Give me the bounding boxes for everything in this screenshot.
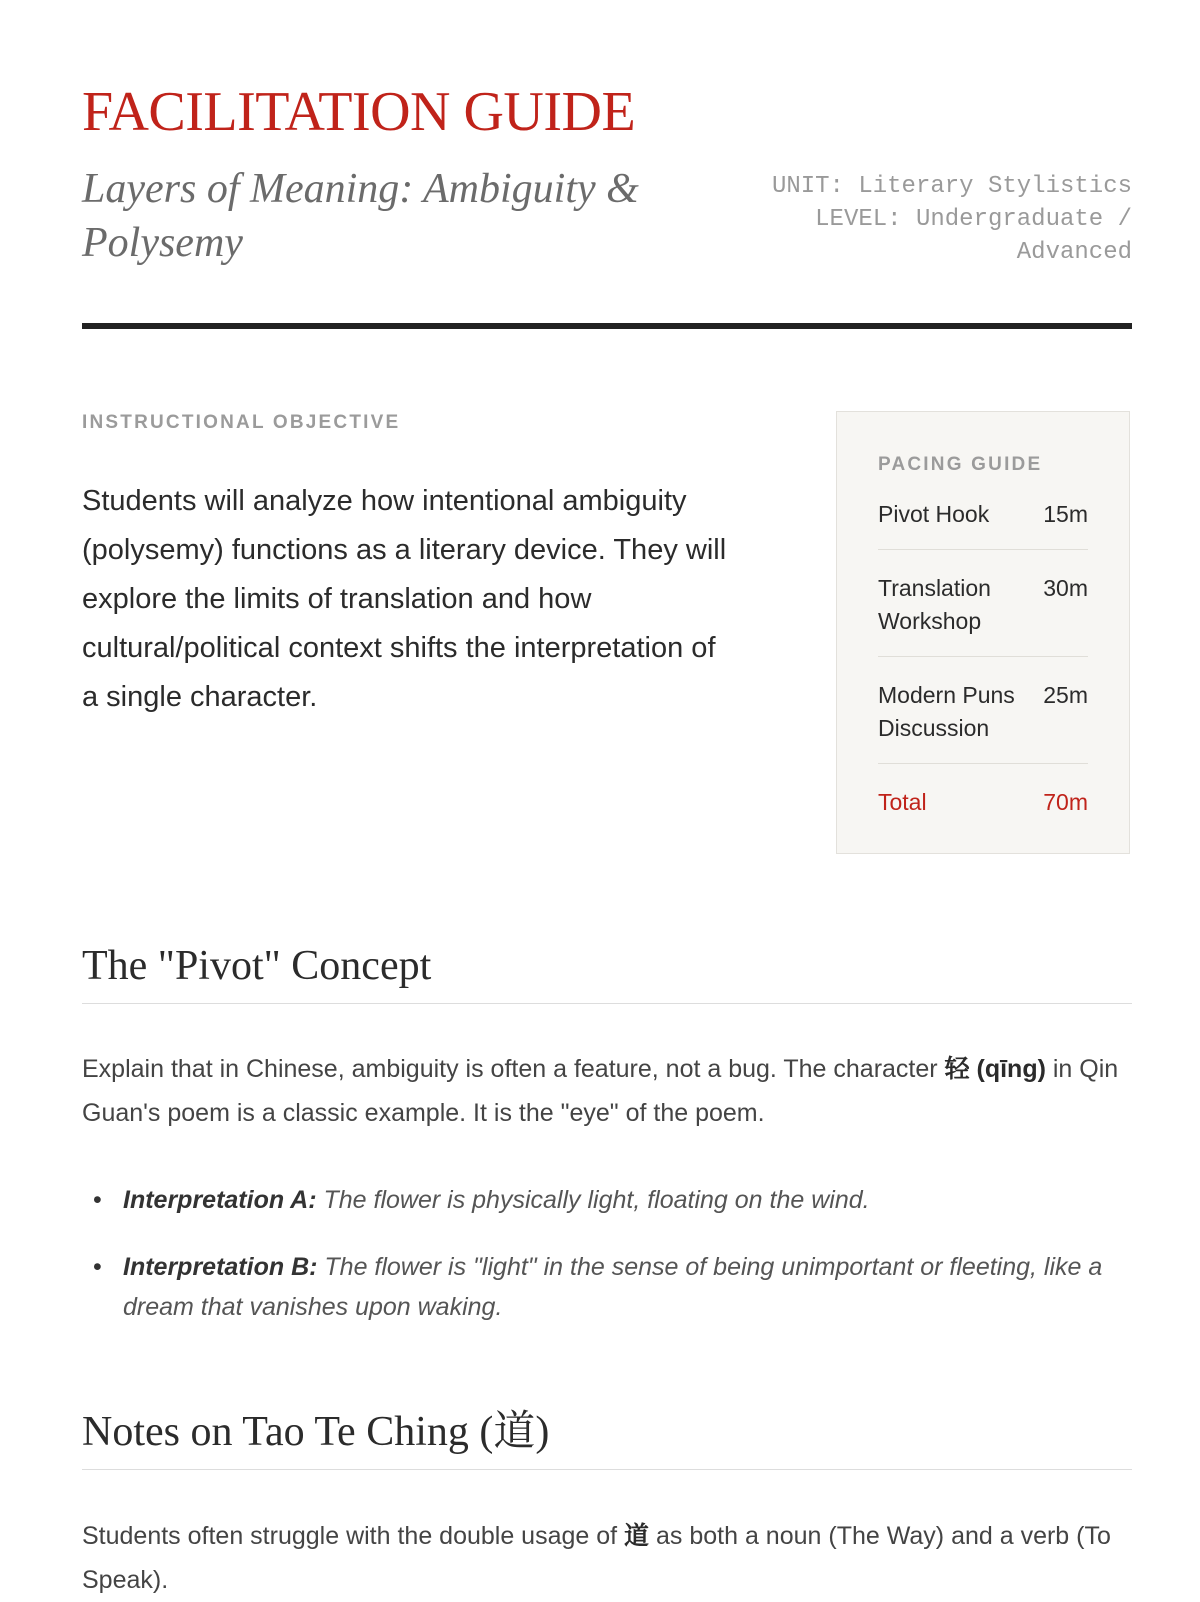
- interpretation-label: Interpretation B:: [123, 1253, 318, 1281]
- interpretation-text: The flower is "light" in the sense of being unimportant or fleeting, like a dream that vanishes upon waking.: [123, 1253, 1103, 1321]
- pacing-total-label: Total: [878, 789, 927, 815]
- tao-text-after: as both a noun (The Way) and a verb (To Speak).: [82, 1522, 1111, 1594]
- document-title: FACILITATION GUIDE: [82, 81, 636, 143]
- pacing-guide-card: [836, 411, 1130, 854]
- tao-term: 道: [624, 1522, 650, 1550]
- pacing-duration: 15m: [1043, 501, 1088, 527]
- interpretation-label: Interpretation A:: [123, 1186, 317, 1214]
- pacing-activity: Translation Workshop: [878, 575, 991, 634]
- interpretation-list: [82, 1180, 1132, 1354]
- pivot-concept-text: [82, 1047, 1132, 1135]
- pivot-intro-before: Explain that in Chinese, ambiguity is often a feature, not a bug. The character: [82, 1055, 945, 1083]
- objective-text: Students will analyze how intentional ambiguity (polysemy) functions as a literary device. They will explore the limits of translation and how cultural/political context shifts the interpretation of a single character.: [82, 485, 727, 713]
- pivot-intro-after: in Qin Guan's poem is a classic example. It is the "eye" of the poem.: [82, 1055, 1119, 1127]
- pacing-row: [878, 498, 1088, 550]
- level-label: LEVEL: Undergraduate / Advanced: [815, 206, 1132, 266]
- pacing-row: [878, 679, 1088, 764]
- pivot-concept-heading: The "Pivot" Concept: [82, 943, 1132, 1004]
- unit-meta: [752, 170, 1132, 269]
- pacing-row: [878, 572, 1088, 657]
- interpretation-text: The flower is physically light, floating on the wind.: [316, 1186, 870, 1214]
- pacing-activity: Pivot Hook: [878, 501, 990, 527]
- list-item: [93, 1180, 1132, 1220]
- tao-te-ching-text: [82, 1514, 1132, 1602]
- facilitation-guide-page: [82, 0, 1132, 1600]
- bullet-icon: •: [93, 1253, 102, 1281]
- pacing-total-row: [878, 786, 1088, 837]
- unit-label: UNIT: Literary Stylistics: [771, 173, 1132, 200]
- pacing-total-value: 70m: [1043, 789, 1088, 815]
- objective-label: INSTRUCTIONAL OBJECTIVE: [82, 412, 401, 433]
- pacing-duration: 25m: [1043, 682, 1088, 708]
- bullet-icon: •: [93, 1186, 102, 1214]
- header-divider: [82, 323, 1132, 329]
- pivot-term: 轻 (qīng): [944, 1055, 1046, 1083]
- pacing-duration: 30m: [1043, 575, 1088, 601]
- document-subtitle: Layers of Meaning: Ambiguity & Polysemy: [82, 166, 639, 266]
- list-item: [93, 1247, 1132, 1327]
- pacing-guide-title: PACING GUIDE: [878, 454, 1043, 475]
- tao-text-before: Students often struggle with the double usage of: [82, 1522, 625, 1550]
- tao-te-ching-heading: Notes on Tao Te Ching (道): [82, 1409, 1132, 1470]
- pacing-activity: Modern Puns Discussion: [878, 682, 1015, 741]
